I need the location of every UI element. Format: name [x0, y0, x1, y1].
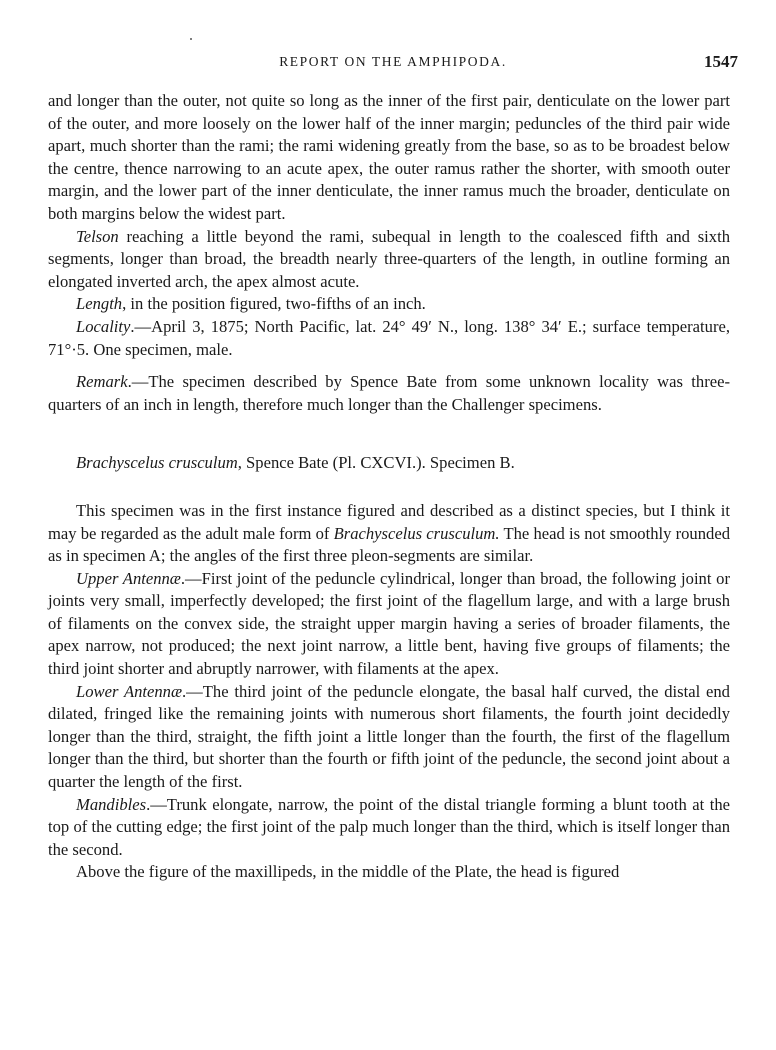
locality-paragraph: [48, 316, 730, 361]
telson-label: Telson: [76, 226, 119, 246]
species-heading: [48, 452, 730, 475]
lower-antennae-label: Lower Antennæ: [76, 681, 183, 701]
length-label: Length: [76, 294, 123, 314]
upper-antennae-label: Upper Antennæ: [76, 568, 181, 588]
species-name: Brachyscelus crusculum: [76, 453, 238, 473]
lower-antennae-paragraph: [48, 681, 730, 794]
length-paragraph: [48, 293, 730, 316]
intro-text-b: The head is not smoothly rounded as in specimen A; the angles of the first three pleon-segments are similar.: [48, 523, 730, 566]
telson-paragraph: [48, 226, 730, 294]
telson-text: reaching a little beyond the rami, subequal in length to the coalesced fifth and sixth segments, longer than broad, the breadth nearly three-quarters of the length, in outline forming an elongated inverted arch, the apex almost acute.: [48, 226, 730, 291]
final-paragraph: Above the figure of the maxillipeds, in the middle of the Plate, the head is figured: [76, 862, 620, 882]
scan-speck: [190, 38, 192, 40]
length-text: , in the position figured, two-fifths of an inch.: [122, 294, 426, 314]
upper-antennae-text: .—First joint of the peduncle cylindrical, longer than broad, the following joint or joints very small, imperfectly developed; the first joint of the flagellum large, and with a large brush of filaments on the convex side, the straight upper margin having a series of broader filaments, the apex narrow, not produced; the next joint narrow, a little bent, having five groups of filaments; the third joint shorter and abruptly narrower, with filaments at the apex.: [48, 568, 730, 679]
remark-label: Remark: [76, 372, 128, 392]
page-body: [48, 90, 730, 884]
lower-antennae-text: .—The third joint of the peduncle elongate, the basal half curved, the distal end dilated, fringed like the remaining joints with numerous short filaments, the fourth joint decidedly longer than the third, straight, the fifth joint a little longer than the fourth, the first of the flagellum longer than the third, but shorter than the fourth or fifth joint of the peduncle, the second joint about a quarter the length of the first.: [48, 681, 730, 792]
page-number: 1547: [704, 52, 738, 71]
locality-text: .—April 3, 1875; North Pacific, lat. 24° 49′ N., long. 138° 34′ E.; surface temperature, 71°·5. One specimen, male.: [48, 316, 730, 359]
remark-text: .—The specimen described by Spence Bate from some unknown locality was three-quarters of an inch in length, therefore much longer than the Challenger specimens.: [48, 372, 730, 414]
running-head: REPORT ON THE AMPHIPODA.: [279, 54, 507, 69]
upper-antennae-paragraph: [48, 568, 730, 681]
intro-species: Brachyscelus crusculum.: [333, 523, 500, 543]
continued-paragraph: and longer than the outer, not quite so long as the inner of the first pair, denticulate on the lower part of the outer, and more loosely on the lower half of the inner margin; peduncles of the third pair wide apart, much shorter than the rami; the rami widening greatly from the base, so as to be broadest below the centre, thence narrowing to an acute apex, the outer ramus rather the shorter, with smooth outer margin, and the lower part of the inner denticulate, the inner ramus much the broader, denticulate on both margins below the widest part.: [48, 91, 730, 223]
mandibles-label: Mandibles: [76, 794, 147, 814]
remark-paragraph: [48, 371, 730, 416]
mandibles-text: .—Trunk elongate, narrow, the point of the distal triangle forming a blunt tooth at the top of the cutting edge; the first joint of the palp much longer than the third, which is itself longer than the second.: [48, 794, 730, 859]
page-header: [48, 54, 738, 80]
mandibles-paragraph: [48, 794, 730, 862]
intro-paragraph: [48, 500, 730, 568]
intro-text-a: This specimen was in the first instance figured and described as a distinct species, but I think it may be regarded as the adult male form of: [48, 500, 730, 543]
species-heading-text: , Spence Bate (Pl. CXCVI.). Specimen B.: [237, 453, 515, 473]
locality-label: Locality: [76, 316, 131, 336]
